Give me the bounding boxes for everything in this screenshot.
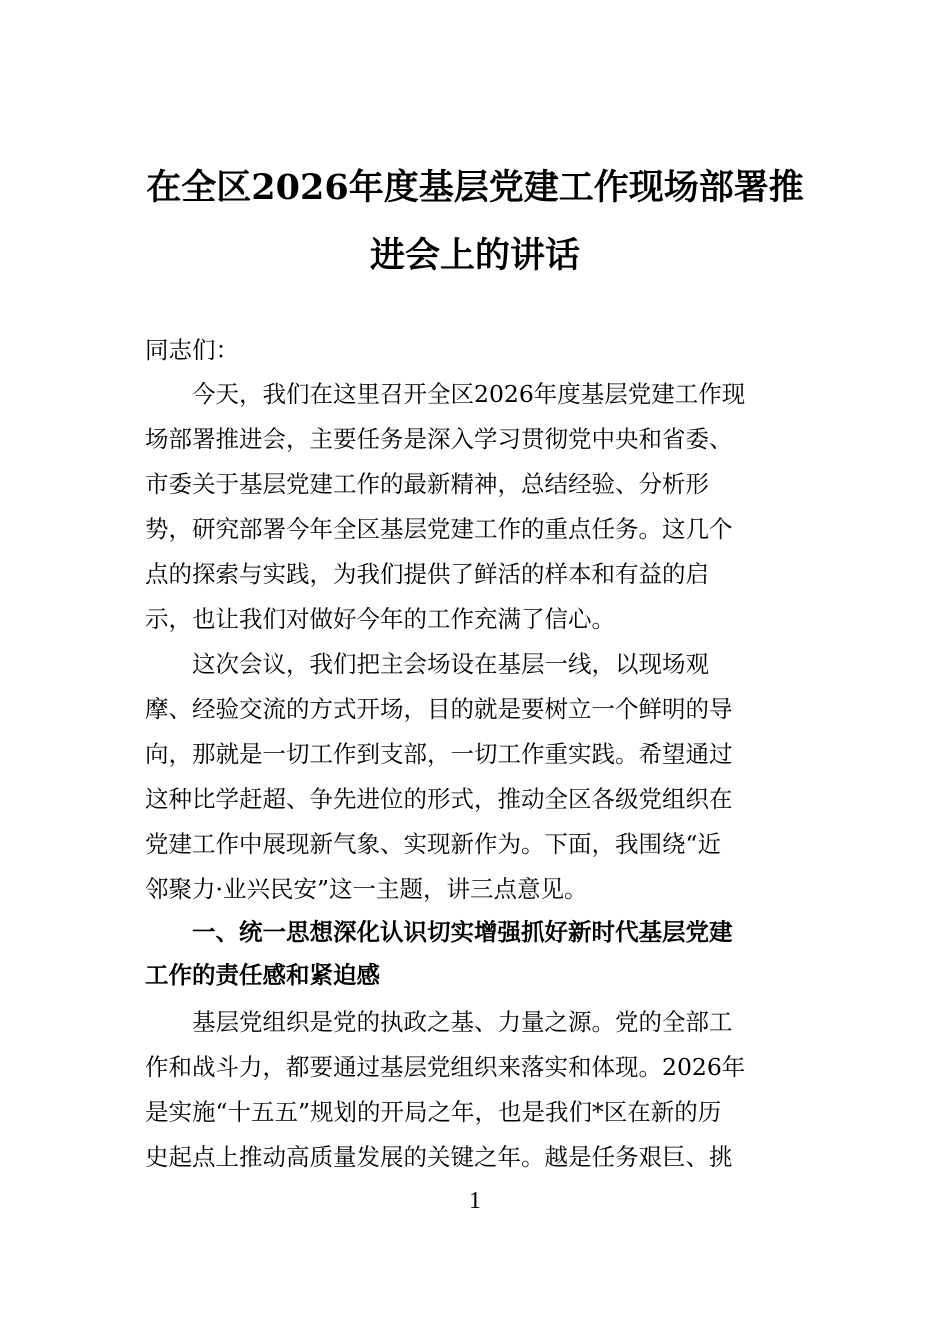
paragraph-line: 党建工作中展现新气象、实现新作为。下面，我围绕“近	[145, 830, 722, 858]
paragraph-line: 市委关于基层党建工作的最新精神，总结经验、分析形	[145, 470, 709, 498]
paragraph-line: 势，研究部署今年全区基层党建工作的重点任务。这几个	[145, 515, 733, 543]
paragraph-line: 这次会议，我们把主会场设在基层一线，以现场观	[192, 650, 709, 678]
paragraph-line: 摩、经验交流的方式开场，目的就是要树立一个鲜明的导	[145, 695, 733, 723]
paragraph-line: 作和战斗力，都要通过基层党组织来落实和体现。2026年	[145, 1053, 746, 1081]
page-number: 1	[469, 1188, 481, 1214]
paragraph-line: 邻聚力·业兴民安”这一主题，讲三点意见。	[145, 875, 588, 903]
paragraph-line: 基层党组织是党的执政之基、力量之源。党的全部工	[192, 1008, 733, 1036]
paragraph-line: 史起点上推动高质量发展的关键之年。越是任务艰巨、挑	[145, 1143, 733, 1171]
salutation: 同志们：	[145, 336, 239, 364]
document-title-line-1: 在全区2026年度基层党建工作现场部署推	[146, 167, 804, 208]
section-heading-line-2: 工作的责任感和紧迫感	[145, 961, 380, 989]
paragraph-line: 是实施“十五五”规划的开局之年，也是我们*区在新的历	[145, 1098, 722, 1126]
section-heading-line-1: 一、统一思想深化认识切实增强抓好新时代基层党建	[192, 918, 733, 946]
paragraph-line: 向，那就是一切工作到支部，一切工作重实践。希望通过	[145, 740, 733, 768]
paragraph-line: 今天，我们在这里召开全区2026年度基层党建工作现	[192, 380, 746, 408]
paragraph-line: 这种比学赶超、争先进位的形式，推动全区各级党组织在	[145, 785, 733, 813]
paragraph-line: 示，也让我们对做好今年的工作充满了信心。	[145, 605, 615, 633]
paragraph-line: 点的探索与实践，为我们提供了鲜活的样本和有益的启	[145, 560, 709, 588]
document-title-line-2: 进会上的讲话	[369, 235, 580, 276]
paragraph-line: 场部署推进会，主要任务是深入学习贯彻党中央和省委、	[145, 425, 733, 453]
